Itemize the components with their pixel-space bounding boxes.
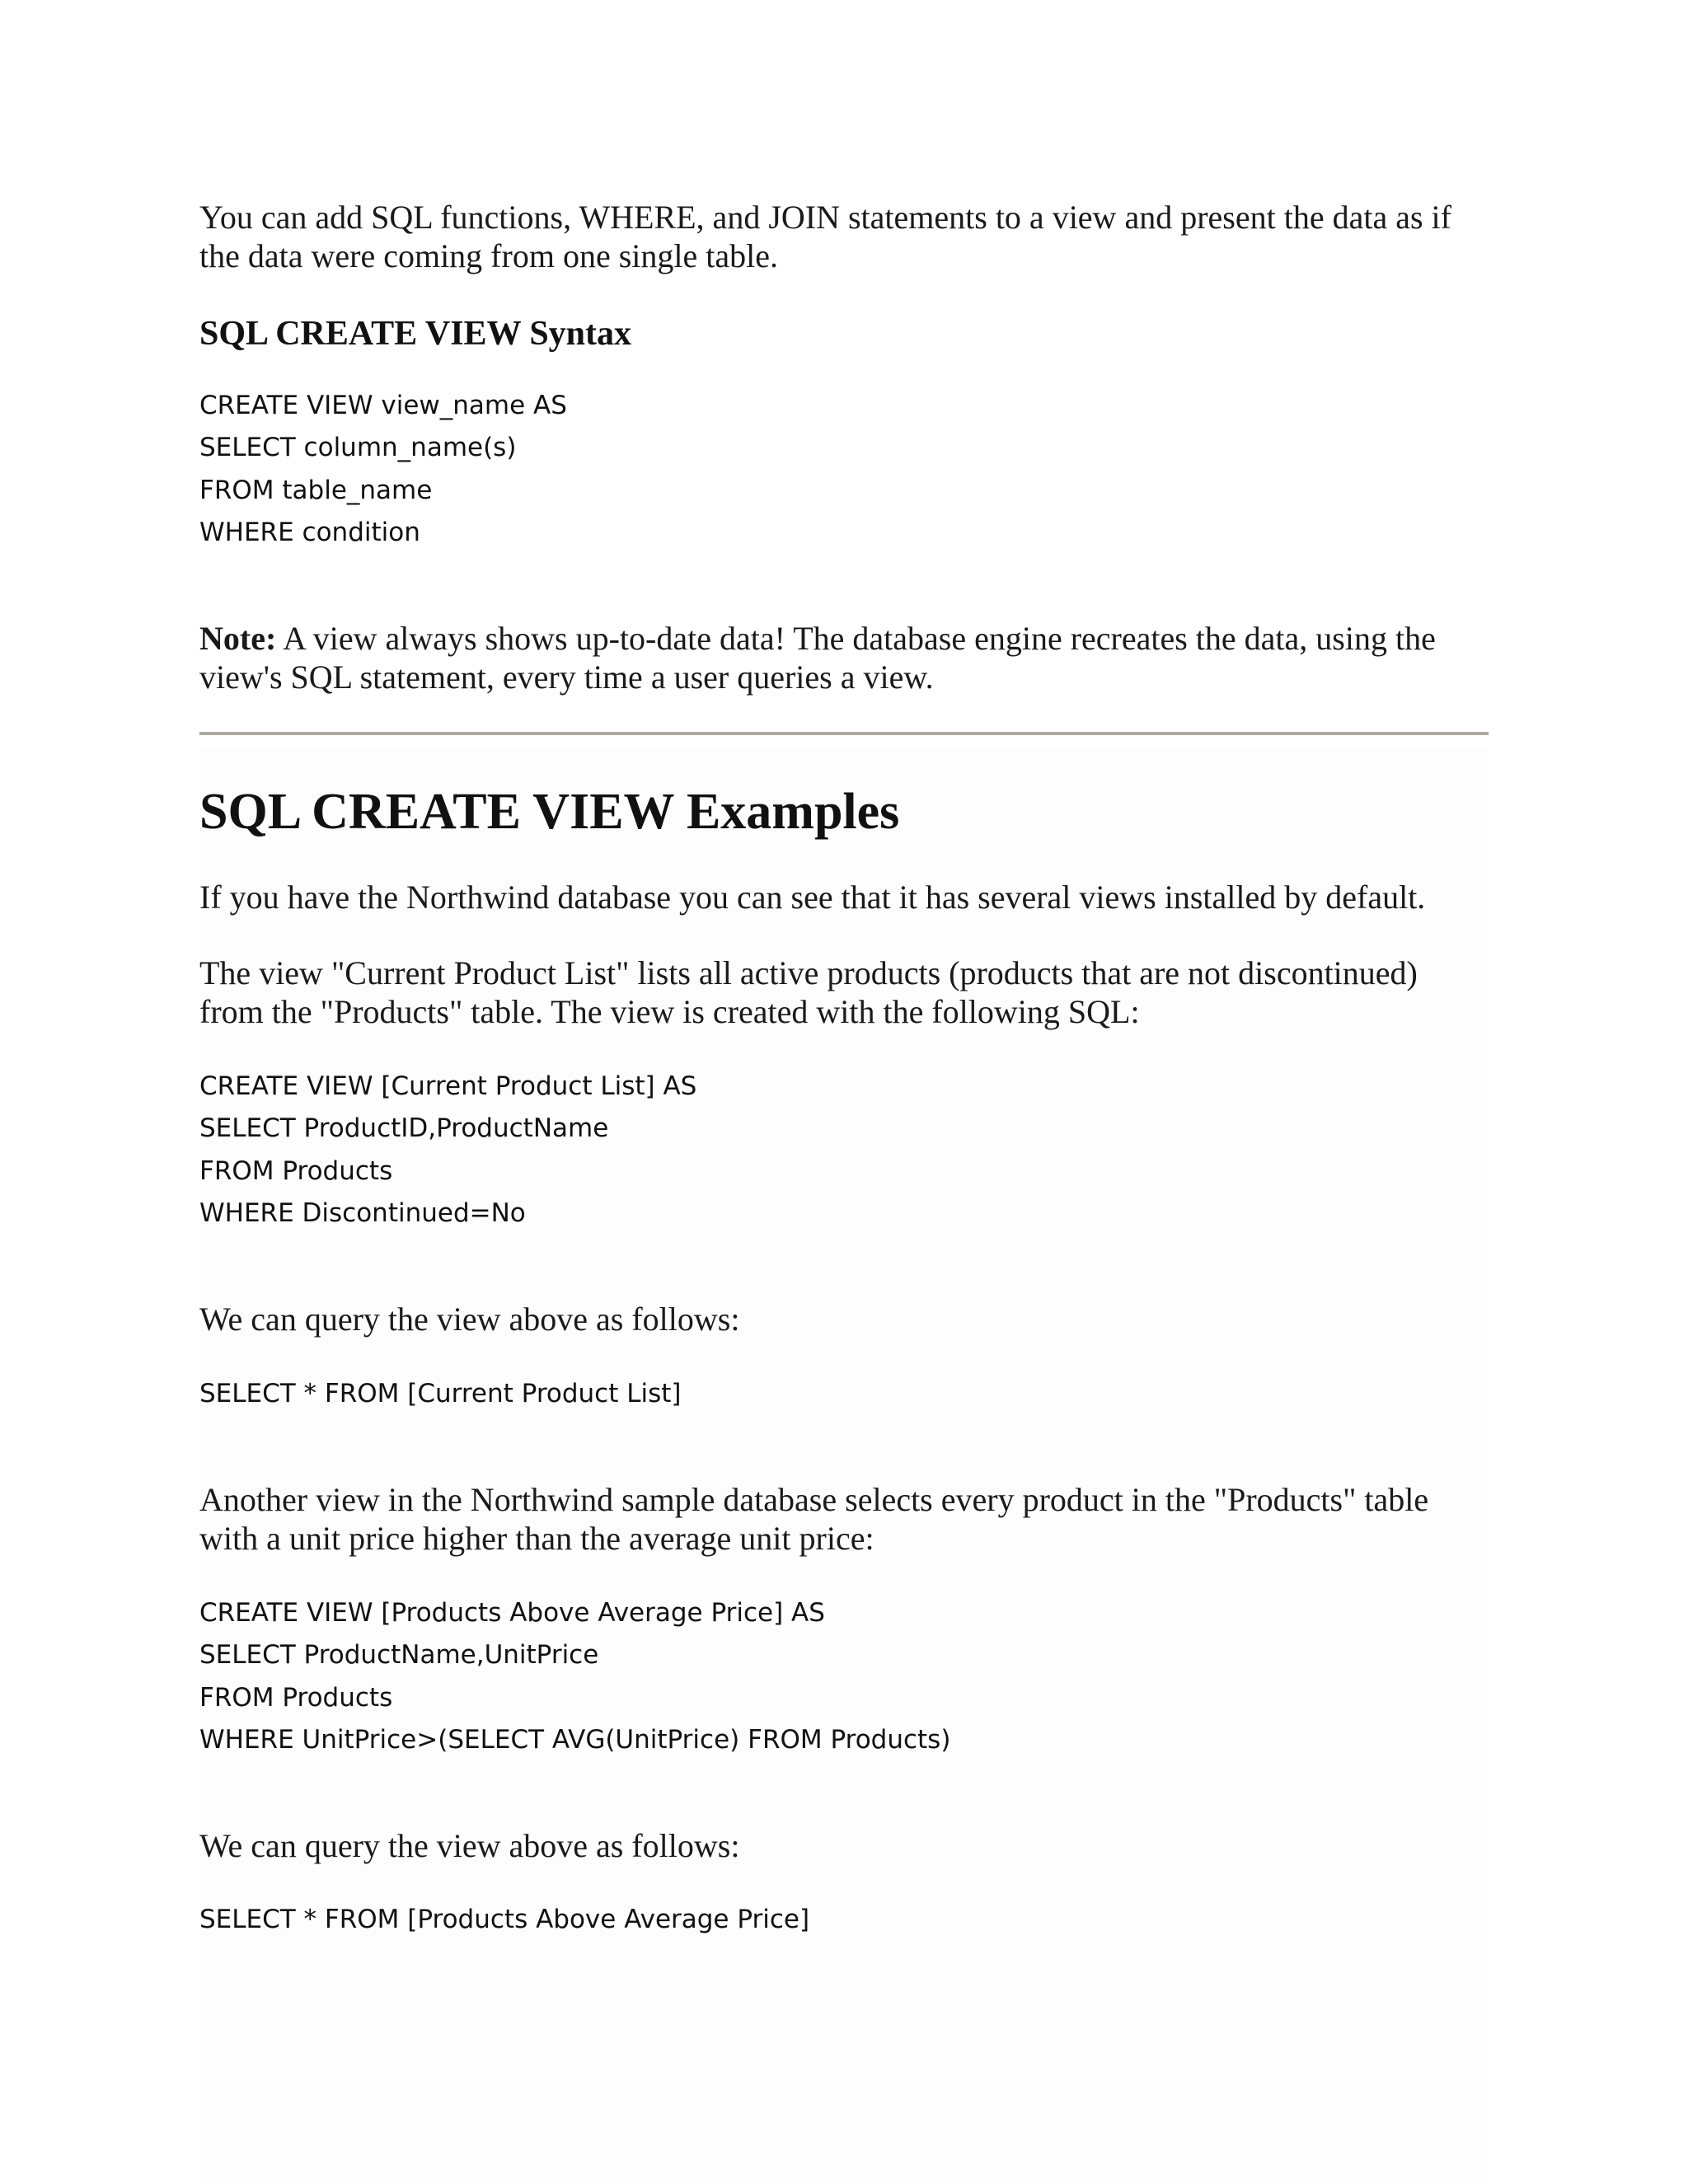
northwind-paragraph: If you have the Northwind database you can see that it has several views installed by default. <box>199 879 1426 916</box>
note-label: Note: <box>199 620 277 657</box>
current-list-code-line-1: CREATE VIEW [Current Product List] AS <box>199 1071 697 1101</box>
syntax-code-line-1: CREATE VIEW view_name AS <box>199 391 567 420</box>
above-average-paragraph: Another view in the Northwind sample database selects every product in the "Products" table with a unit price higher than the average unit price: <box>199 1481 1429 1557</box>
above-average-code-line-1: CREATE VIEW [Products Above Average Price] AS <box>199 1598 825 1628</box>
query-intro-2: We can query the view above as follows: <box>199 1827 740 1864</box>
above-average-code-line-4: WHERE UnitPrice>(SELECT AVG(UnitPrice) FROM Products) <box>199 1725 951 1755</box>
current-list-code-line-4: WHERE Discontinued=No <box>199 1198 526 1228</box>
note-paragraph <box>199 619 1489 696</box>
query-intro-1: We can query the view above as follows: <box>199 1301 740 1338</box>
syntax-code-line-4: WHERE condition <box>199 518 420 547</box>
above-average-code-line-3: FROM Products <box>199 1683 393 1713</box>
syntax-code-line-2: SELECT column_name(s) <box>199 433 517 462</box>
section-divider <box>199 732 1489 735</box>
query-code-2: SELECT * FROM [Products Above Average Price] <box>199 1905 810 1934</box>
current-list-code-line-2: SELECT ProductID,ProductName <box>199 1113 609 1143</box>
syntax-heading: SQL CREATE VIEW Syntax <box>199 315 632 353</box>
current-list-code-line-3: FROM Products <box>199 1156 393 1186</box>
query-code-1: SELECT * FROM [Current Product List] <box>199 1379 682 1408</box>
intro-paragraph: You can add SQL functions, WHERE, and JOIN statements to a view and present the data as if the data were coming from one single table. <box>199 199 1451 274</box>
current-list-paragraph: The view "Current Product List" lists all active products (products that are not discontinued) from the "Products" table. The view is created with the following SQL: <box>199 954 1418 1030</box>
note-text: A view always shows up-to-date data! The database engine recreates the data, using the view's SQL statement, every time a user queries a view. <box>199 620 1436 696</box>
syntax-code-line-3: FROM table_name <box>199 476 433 505</box>
examples-heading: SQL CREATE VIEW Examples <box>199 784 900 840</box>
above-average-code-line-2: SELECT ProductName,UnitPrice <box>199 1640 599 1670</box>
